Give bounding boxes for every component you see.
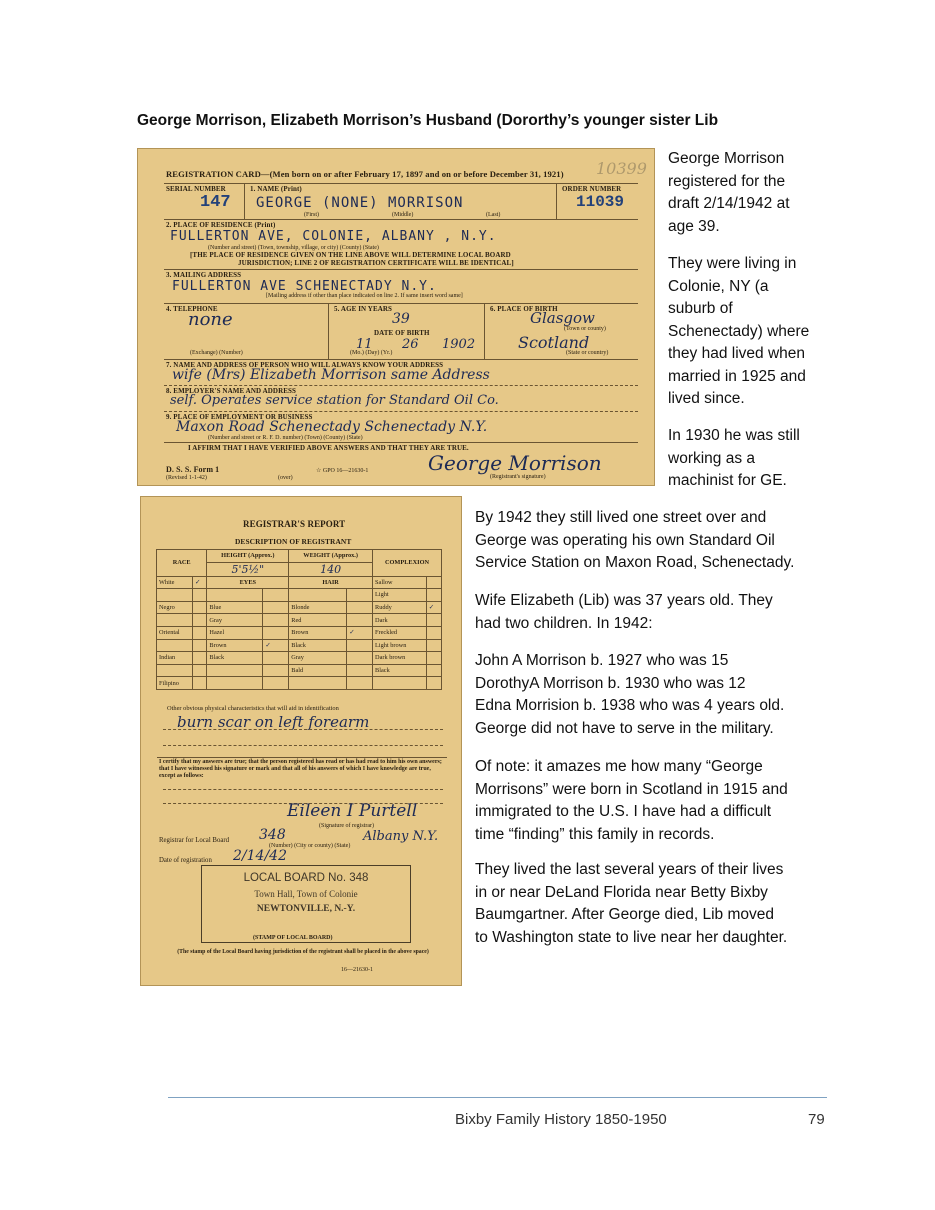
report-subheading: DESCRIPTION OF REGISTRANT — [235, 537, 352, 546]
text-line: In 1930 he was still — [668, 427, 800, 444]
birth-day-value: 26 — [402, 337, 419, 352]
eyes-brown-check: ✓ — [263, 639, 289, 652]
hair-brown-check: ✓ — [347, 626, 373, 639]
form-revision: (Revised 1-1-42) — [166, 475, 207, 481]
text-line: draft 2/14/1942 at — [668, 195, 790, 212]
text-line: Baumgartner. After George died, Lib moved — [475, 906, 774, 923]
date-of-birth-caption: (Mo.) (Day) (Yr.) — [350, 350, 393, 356]
text-line: Wife Elizabeth (Lib) was 37 years old. They — [475, 592, 773, 609]
race-filipino: Filipino — [157, 677, 193, 690]
telephone-label: 4. TELEPHONE — [166, 305, 218, 313]
contact-label: 7. NAME AND ADDRESS OF PERSON WHO WILL ALWAYS KNOW YOUR ADDRESS — [166, 361, 444, 369]
eyes-gray: Gray — [207, 614, 263, 627]
eyes-header: EYES — [207, 576, 289, 589]
eyes-black: Black — [207, 652, 263, 665]
text-line: By 1942 they still lived one street over and — [475, 509, 767, 526]
complexion-dark: Dark — [373, 614, 427, 627]
business-value: Maxon Road Schenectady Schenectady N.Y. — [176, 419, 488, 435]
over-note: (over) — [278, 475, 293, 481]
paragraph-later-years — [475, 859, 787, 949]
telephone-caption: (Exchange) (Number) — [190, 350, 243, 356]
complexion-ruddy-check: ✓ — [426, 601, 441, 614]
birth-year-value: 1902 — [442, 337, 476, 352]
report-gpo-code: 16—21630-1 — [341, 967, 373, 973]
hair-black: Black — [289, 639, 347, 652]
page-title: George Morrison, Elizabeth Morrison’s Husband (Dororthy’s younger sister Lib — [137, 112, 719, 129]
order-number-label: ORDER NUMBER — [562, 185, 622, 193]
registration-date-value: 2/14/42 — [233, 848, 287, 864]
race-white: White — [157, 576, 193, 589]
date-of-birth-label: DATE OF BIRTH — [374, 329, 430, 337]
paragraph-note — [475, 756, 788, 846]
hair-blonde: Blonde — [289, 601, 347, 614]
registrar-signature: Eileen I Purtell — [287, 801, 418, 821]
stamp-caption: (STAMP OF LOCAL BOARD) — [253, 935, 333, 941]
text-line: George Morrison — [668, 150, 785, 167]
signature-caption: (Registrant's signature) — [490, 474, 546, 480]
text-line: to Washington state to live near her daughter. — [475, 928, 788, 946]
text-line: Service Station on Maxon Road, Schenectady. — [475, 554, 795, 571]
complexion-black: Black — [373, 664, 427, 677]
text-line: lived since. — [668, 390, 745, 407]
birth-city-caption: (Town or county) — [564, 326, 606, 332]
text-line: working as a — [668, 449, 756, 467]
text-line: Morrisons” were born in Scotland in 1915 and — [475, 780, 788, 798]
complexion-light: Light — [373, 589, 427, 602]
local-board-label: Registrar for Local Board — [159, 837, 230, 844]
race-header: RACE — [172, 559, 191, 567]
card-heading: REGISTRATION CARD—(Men born on or after February 17, 1897 and on or before December 31, 1921) — [166, 169, 564, 179]
text-line: age 39. — [668, 217, 720, 235]
birth-country-value: Scotland — [518, 333, 590, 352]
text-line: immigrated to the U.S. I have had a difficult — [475, 803, 772, 820]
registration-card-image — [137, 148, 655, 486]
paragraph-children — [475, 650, 784, 740]
complexion-ruddy: Ruddy — [373, 601, 427, 614]
stamp-line-1: LOCAL BOARD No. 348 — [243, 872, 369, 884]
race-indian: Indian — [157, 652, 193, 665]
height-value: 5'5½" — [231, 562, 265, 576]
height-header: HEIGHT (Approx.) — [221, 552, 275, 560]
race-negro: Negro — [157, 601, 193, 614]
local-board-caption: (Number) (City or county) (State) — [269, 843, 351, 849]
text-line: They were living in — [668, 255, 797, 272]
report-heading: REGISTRAR'S REPORT — [243, 519, 346, 529]
mailing-address-label: 3. MAILING ADDRESS — [166, 271, 242, 279]
text-line: in or near DeLand Florida near Betty Bixby — [475, 883, 768, 901]
mailing-address-caption: [Mailing address if other than place indicated on line 2. If same insert word same] — [266, 293, 463, 299]
eyes-brown: Brown — [207, 639, 263, 652]
residence-value: FULLERTON AVE, COLONIE, ALBANY , N.Y. — [170, 229, 497, 244]
footer-title: Bixby Family History 1850-1950 — [455, 1111, 667, 1128]
contact-value: wife (Mrs) Elizabeth Morrison same Address — [172, 367, 490, 383]
hair-bald: Bald — [289, 664, 347, 677]
hair-red: Red — [289, 614, 347, 627]
weight-header: WEIGHT (Approx.) — [303, 552, 358, 560]
text-line: Of note: it amazes me how many “George — [475, 758, 763, 775]
birth-city-value: Glasgow — [530, 309, 595, 327]
affirm-statement: I AFFIRM THAT I HAVE VERIFIED ABOVE ANSWERS AND THAT THEY ARE TRUE. — [188, 444, 469, 452]
text-line: Edna Morrision b. 1938 who was 4 years old. — [475, 697, 785, 714]
registration-date-label: Date of registration — [159, 857, 212, 864]
age-value: 39 — [392, 311, 410, 327]
residence-note-2: JURISDICTION; LINE 2 OF REGISTRATION CERTIFICATE WILL BE IDENTICAL] — [238, 259, 514, 267]
paragraph-residence — [668, 253, 809, 411]
complexion-sallow: Sallow — [373, 576, 427, 589]
other-characteristics-label: Other obvious physical characteristics that will aid in identification — [167, 705, 339, 712]
stamp-note: (The stamp of the Local Board having jurisdiction of the registrant shall be placed in the above space) — [177, 949, 429, 955]
business-caption: (Number and street or R. F. D. number) (Town) (County) (State) — [208, 435, 363, 441]
complexion-freckled: Freckled — [373, 626, 427, 639]
local-board-place: Albany N.Y. — [363, 829, 439, 844]
hair-brown: Brown — [289, 626, 347, 639]
employer-label: 8. EMPLOYER'S NAME AND ADDRESS — [166, 387, 296, 395]
registrar-signature-caption: (Signature of registrar) — [319, 823, 374, 829]
employer-value: self. Operates service station for Standard Oil Co. — [170, 393, 499, 408]
text-line: George was operating his own Standard Oil — [475, 531, 775, 549]
text-line: they had lived when — [668, 345, 806, 362]
birth-country-caption: (State or country) — [566, 350, 609, 356]
text-line: Colonie, NY (a — [668, 277, 769, 295]
business-label: 9. PLACE OF EMPLOYMENT OR BUSINESS — [166, 413, 313, 421]
serial-number-value: 147 — [200, 193, 231, 212]
race-oriental: Oriental — [157, 626, 193, 639]
text-line: Schenectady) where — [668, 322, 810, 340]
stamp-line-2: Town Hall, Town of Colonie — [254, 889, 358, 899]
name-middle-caption: (Middle) — [392, 212, 414, 218]
name-label: 1. NAME (Print) — [250, 185, 302, 193]
residence-note-1: [THE PLACE OF RESIDENCE GIVEN ON THE LINE ABOVE WILL DETERMINE LOCAL BOARD — [190, 251, 511, 259]
local-board-stamp — [201, 865, 411, 943]
card-corner-note: 10399 — [596, 159, 647, 178]
form-id: D. S. S. Form 1 — [166, 465, 220, 474]
text-line: They lived the last several years of their lives — [475, 861, 784, 878]
hair-header: HAIR — [289, 576, 373, 589]
hair-gray: Gray — [289, 652, 347, 665]
text-line: DorothyA Morrison b. 1930 who was 12 — [475, 674, 746, 692]
birth-month-value: 11 — [356, 337, 373, 352]
card-gpo-code: ☆ GPO 16—21630-1 — [316, 468, 369, 474]
telephone-value: none — [188, 309, 233, 330]
residence-label: 2. PLACE OF RESIDENCE (Print) — [166, 221, 276, 229]
description-table — [156, 549, 442, 690]
text-line: George did not have to serve in the military. — [475, 719, 774, 737]
complexion-dark-brown: Dark brown — [373, 652, 427, 665]
name-last-caption: (Last) — [486, 212, 501, 218]
stamp-line-3: NEWTONVILLE, N.-Y. — [256, 904, 356, 914]
paragraph-1942 — [475, 507, 794, 575]
text-line: suburb of — [668, 300, 733, 317]
paragraph-registration — [668, 148, 790, 238]
serial-number-label: SERIAL NUMBER — [166, 185, 226, 193]
eyes-blue: Blue — [207, 601, 263, 614]
name-first-caption: (First) — [304, 212, 319, 218]
order-number-value: 11039 — [576, 193, 625, 211]
certify-statement: I certify that my answers are true; that the person registered has read or has had read to him his own answers; that I have witnessed his signature or mark and that all of his answers of which I have knowledge are true, except as follows: — [159, 759, 442, 779]
eyes-hazel: Hazel — [207, 626, 263, 639]
weight-value: 140 — [320, 562, 342, 576]
place-of-birth-label: 6. PLACE OF BIRTH — [490, 305, 558, 313]
registrant-signature: George Morrison — [428, 451, 602, 475]
text-line: married in 1925 and — [668, 367, 806, 385]
footer-divider — [168, 1097, 827, 1098]
other-characteristics-value: burn scar on left forearm — [177, 713, 370, 731]
paragraph-wife — [475, 590, 773, 635]
page-number: 79 — [808, 1111, 825, 1128]
complexion-light-brown: Light brown — [373, 639, 427, 652]
text-line: John A Morrison b. 1927 who was 15 — [475, 652, 729, 669]
paragraph-1930 — [668, 425, 800, 493]
text-line: time “finding” this family in records. — [475, 825, 715, 843]
local-board-value: 348 — [259, 827, 286, 843]
age-label: 5. AGE IN YEARS — [334, 305, 393, 313]
registrar-report-image — [140, 496, 462, 986]
name-value: GEORGE (NONE) MORRISON — [256, 195, 464, 211]
text-line: machinist for GE. — [668, 472, 787, 489]
residence-caption: (Number and street) (Town, township, village, or city) (County) (State) — [208, 245, 379, 251]
text-line: had two children. In 1942: — [475, 614, 653, 632]
mailing-address-value: FULLERTON AVE SCHENECTADY N.Y. — [172, 279, 437, 294]
text-line: registered for the — [668, 172, 786, 190]
race-white-check: ✓ — [192, 576, 206, 589]
complexion-header: COMPLEXION — [384, 559, 430, 567]
